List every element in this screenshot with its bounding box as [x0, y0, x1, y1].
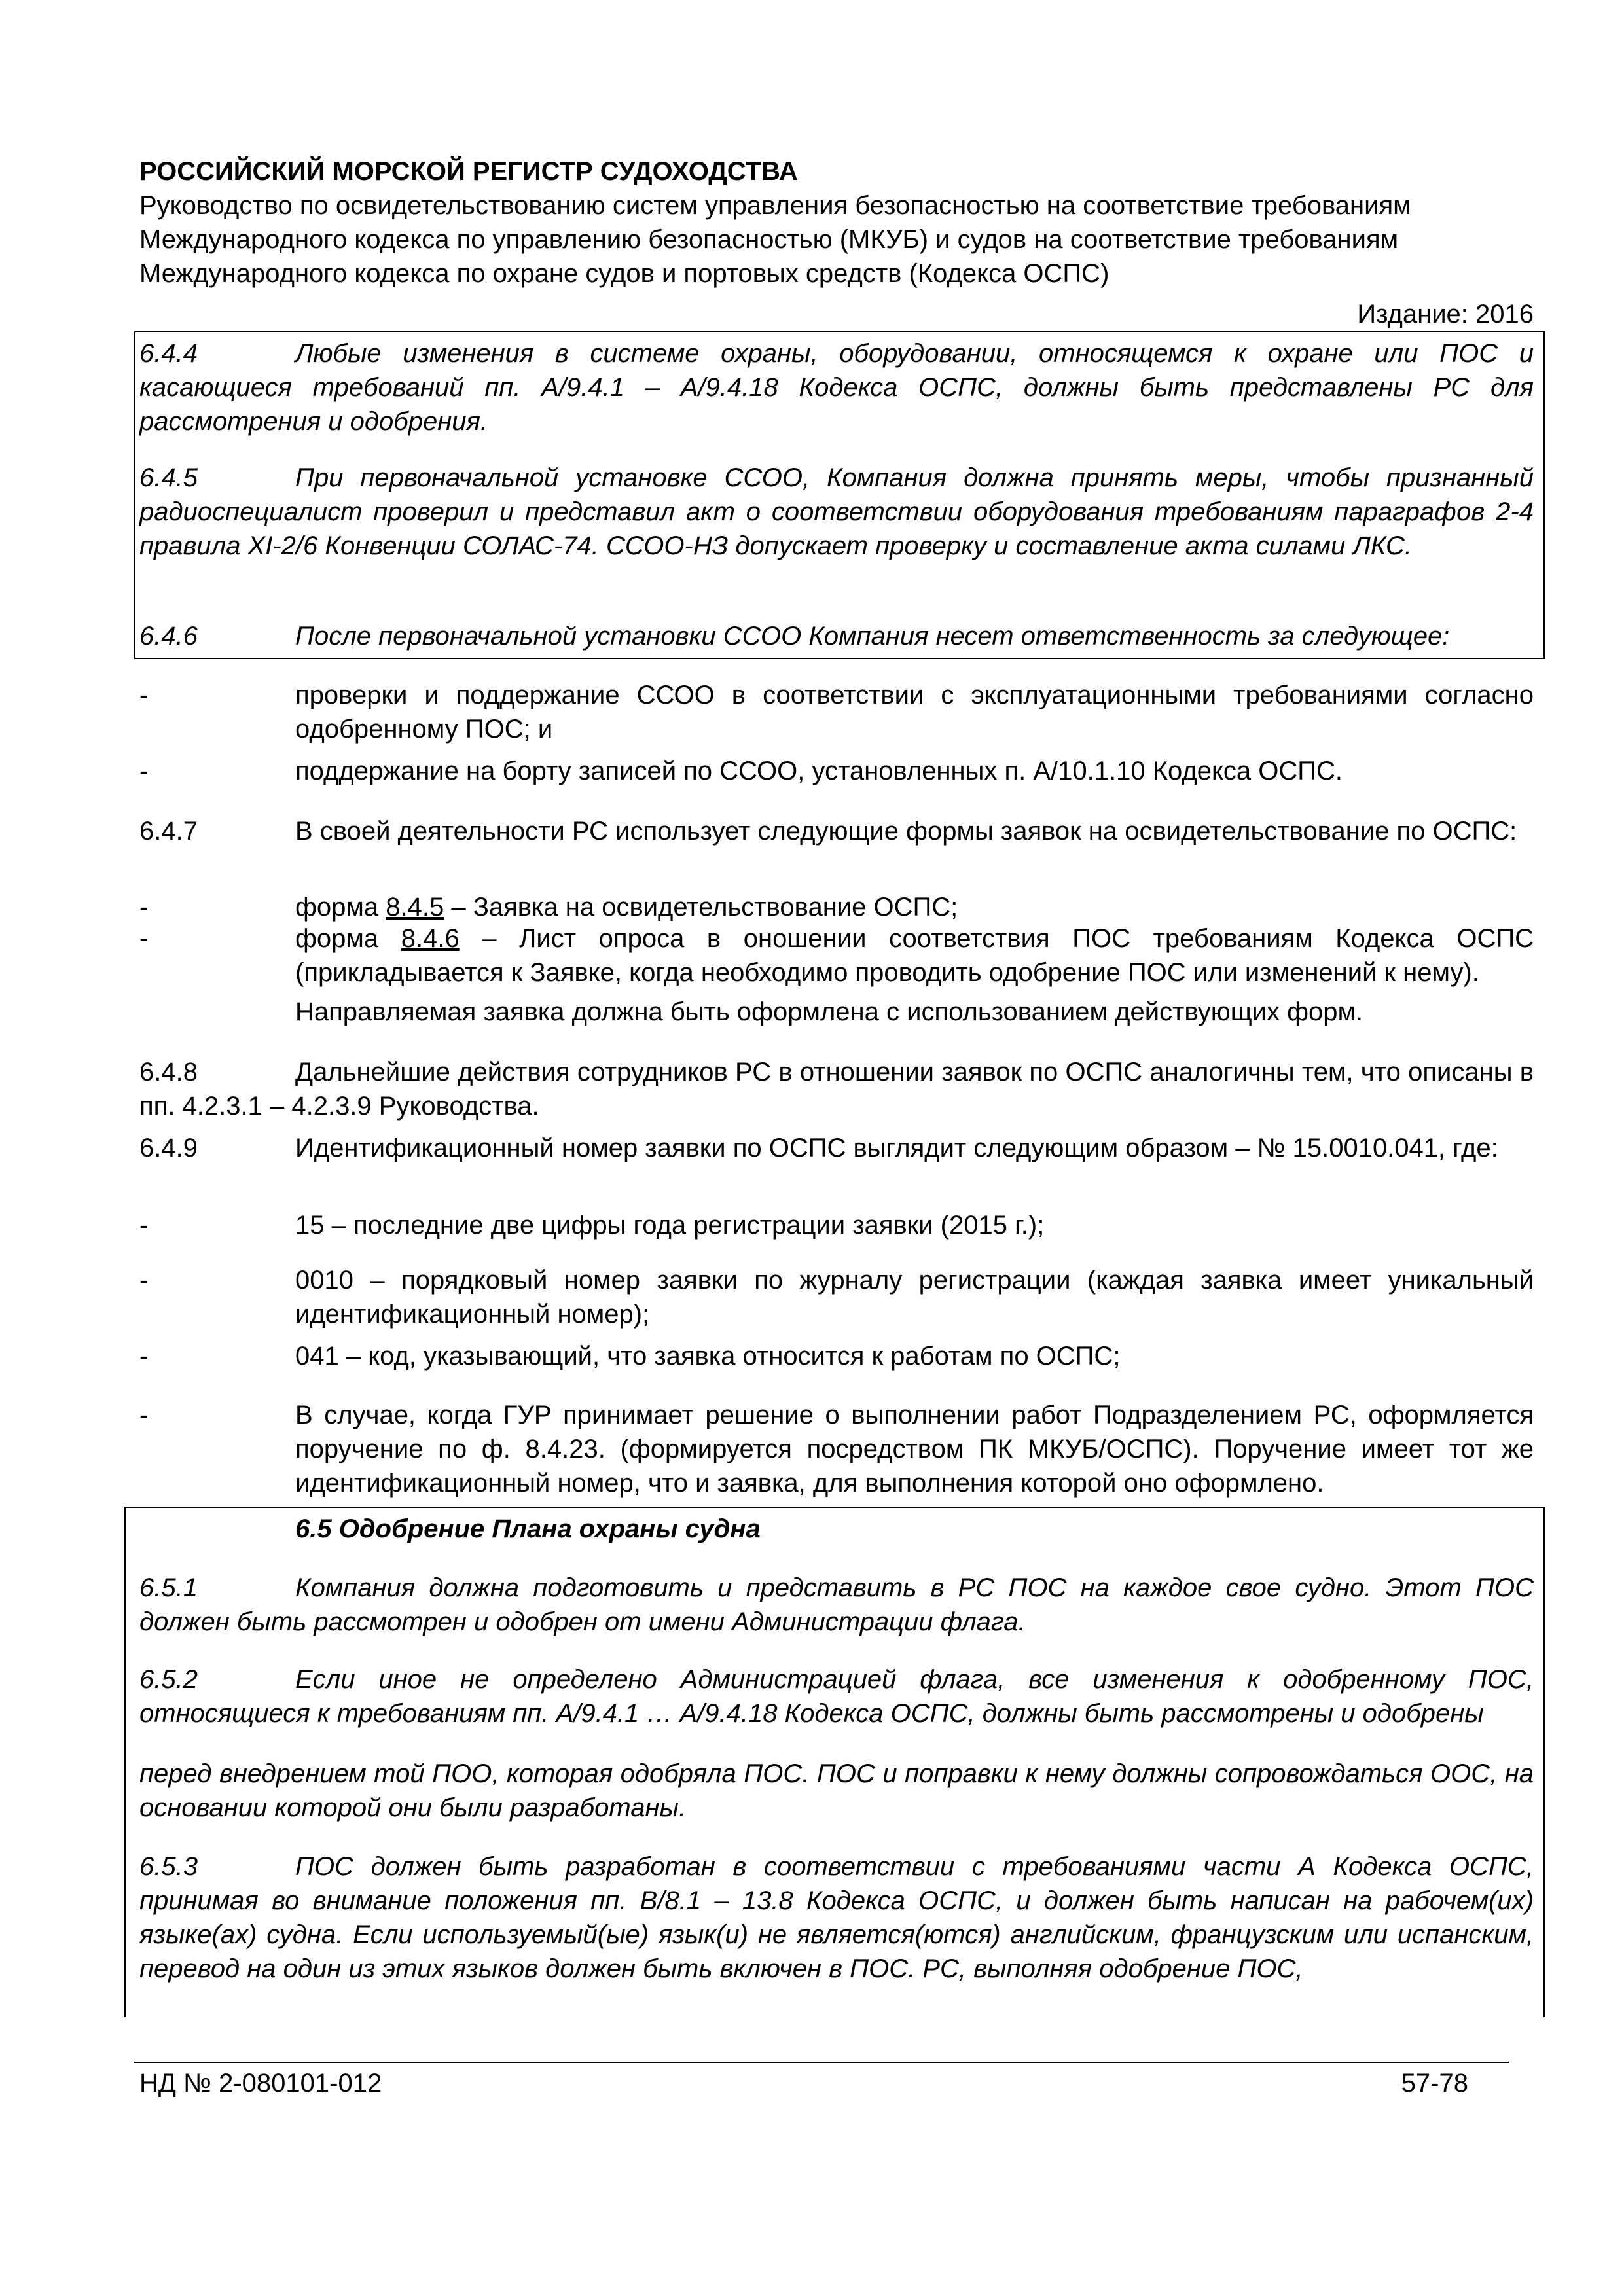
- document-subtitle: Руководство по освидетельствованию систем управления безопасностью на соответствие требованиям Международного кодекса по управлению безопасностью (МКУБ) и судов на соответствие требованиям Международного кодекса по охране судов и портовых средств (Кодекса ОСПС): [139, 191, 1411, 288]
- list-item: [139, 1339, 1534, 1373]
- footer-rule: [134, 2062, 1509, 2063]
- form-link[interactable]: 8.4.5: [386, 893, 444, 922]
- para-text: Любые изменения в системе охраны, оборудовании, относящемся к охране или ПОС и касающиеся требований пп. А/9.4.1 – А/9.4.18 Кодекса ОСПС, должны быть представлены РС для рассмотрения и одобрения.: [139, 339, 1534, 436]
- para-text: Идентификационный номер заявки по ОСПС выглядит следующим образом – № 15.0010.041, где:: [295, 1134, 1498, 1162]
- page-number: 57-78: [1401, 2069, 1468, 2098]
- list-item-text: – Лист опроса в оношении соответствия ПОС требованиям Кодекса ОСПС (прикладывается к Заявке, когда необходимо проводить одобрение ПОС или изменений к нему).: [295, 924, 1534, 987]
- list-dash: -: [139, 924, 149, 953]
- list-item-text: поддержание на борту записей по ССОО, установленных п. А/10.1.10 Кодекса ОСПС.: [295, 757, 1343, 785]
- para-number: 6.4.6: [139, 622, 198, 651]
- para-6-4-6: [139, 619, 1534, 653]
- para-number: 6.4.4: [139, 339, 198, 368]
- para-6-5-2: [139, 1662, 1534, 1731]
- list-item-text: В случае, когда ГУР принимает решение о выполнении работ Подразделением РС, оформляется поручение по ф. 8.4.23. (формируется посредством ПК МКУБ/ОСПС). Поручение имеет тот же идентификационный номер, что и заявка, для выполнения которой оно оформлено.: [295, 1401, 1534, 1498]
- list-dash: -: [139, 681, 149, 709]
- list-item: [139, 678, 1534, 746]
- para-text: Если иное не определено Администрацией флага, все изменения к одобренному ПОС, относящиеся к требованиям пп. А/9.4.1 … А/9.4.18 Кодекса ОСПС, должны быть рассмотрены и одобрены: [139, 1665, 1534, 1728]
- para-number: 6.4.8: [139, 1058, 198, 1086]
- para-number: 6.5.2: [139, 1665, 198, 1694]
- para-number: 6.5.1: [139, 1573, 198, 1602]
- list-item: [139, 1398, 1534, 1500]
- para-text: Компания должна подготовить и представить в РС ПОС на каждое свое судно. Этот ПОС должен быть рассмотрен и одобрен от имени Администрации флага.: [139, 1573, 1534, 1636]
- para-text: В своей деятельности РС использует следующие формы заявок на освидетельствование по ОСПС:: [295, 817, 1517, 846]
- form-link[interactable]: 8.4.6: [401, 924, 460, 953]
- list-item-text: проверки и поддержание ССОО в соответствии с эксплуатационными требованиями согласно одобренному ПОС; и: [295, 681, 1534, 744]
- para-6-4-8: [139, 1055, 1534, 1123]
- para-number: 6.4.9: [139, 1134, 198, 1162]
- list-item-text: 041 – код, указывающий, что заявка относится к работам по ОСПС;: [295, 1342, 1121, 1371]
- para-6-4-9: [139, 1131, 1534, 1165]
- para-number: 6.5.3: [139, 1852, 198, 1881]
- list-dash: -: [139, 1342, 149, 1371]
- note-paragraph: [139, 995, 1534, 1029]
- para-number: 6.4.5: [139, 463, 198, 492]
- list-dash: -: [139, 757, 149, 785]
- organization-name: РОССИЙСКИЙ МОРСКОЙ РЕГИСТР СУДОХОДСТВА: [139, 157, 798, 186]
- para-6-5-1: [139, 1571, 1534, 1639]
- document-header: [139, 154, 1534, 291]
- para-6-5-3: [139, 1850, 1534, 1986]
- list-item-text: 15 – последние две цифры года регистрации заявки (2015 г.);: [295, 1211, 1045, 1240]
- list-dash: -: [139, 1266, 149, 1295]
- section-heading-6-5: 6.5 Одобрение Плана охраны судна: [295, 1515, 761, 1543]
- para-6-5-2-continued: перед внедрением той ПОО, которая одобряла ПОС. ПОС и поправки к нему должны сопровождаться ООС, на основании которой они были разработаны.: [139, 1759, 1534, 1822]
- list-item-text: 0010 – порядковый номер заявки по журналу регистрации (каждая заявка имеет уникальный идентификационный номер);: [295, 1266, 1534, 1329]
- list-item-text: – Заявка на освидетельствование ОСПС;: [444, 893, 958, 922]
- para-text: Дальнейшие действия сотрудников РС в отношении заявок по ОСПС аналогичны тем, что описаны в пп. 4.2.3.1 – 4.2.3.9 Руководства.: [139, 1058, 1534, 1121]
- list-item-text: форма: [295, 924, 401, 953]
- para-text: При первоначальной установке ССОО, Компания должна принять меры, чтобы признанный радиоспециалист проверил и представил акт о соответствии оборудования требованиям параграфов 2-4 правила XI-2/6 Конвенции СОЛАС-74. ССОО-НЗ допускает проверку и составление акта силами ЛКС.: [139, 463, 1534, 560]
- para-text: После первоначальной установки ССОО Компания несет ответственность за следующее:: [295, 622, 1450, 651]
- list-item: [139, 890, 1534, 924]
- list-item: [139, 1208, 1534, 1242]
- list-item: [139, 1263, 1534, 1331]
- list-item-text: форма: [295, 893, 386, 922]
- document-number: НД № 2-080101-012: [139, 2069, 382, 2098]
- list-dash: -: [139, 1211, 149, 1240]
- para-6-4-4: [139, 336, 1534, 439]
- page-footer: [139, 2066, 1468, 2100]
- para-6-4-5: [139, 461, 1534, 563]
- list-dash: -: [139, 1401, 149, 1429]
- note-text: Направляемая заявка должна быть оформлена с использованием действующих форм.: [295, 997, 1363, 1026]
- para-text: ПОС должен быть разработан в соответствии с требованиями части А Кодекса ОСПС, принимая во внимание положения пп. В/8.1 – 13.8 Кодекса ОСПС, и должен быть написан на рабочем(их) языке(ах) судна. Если используемый(ые) язык(и) не является(ются) английским, французским или испанским, перевод на один из этих языков должен быть включен в ПОС. РС, выполняя одобрение ПОС,: [139, 1852, 1534, 1983]
- para-6-4-7: [139, 814, 1534, 848]
- list-dash: -: [139, 893, 149, 922]
- edition-label: Издание: 2016: [1357, 300, 1534, 329]
- list-item: [139, 754, 1534, 788]
- list-item: [139, 922, 1534, 990]
- para-number: 6.4.7: [139, 817, 198, 846]
